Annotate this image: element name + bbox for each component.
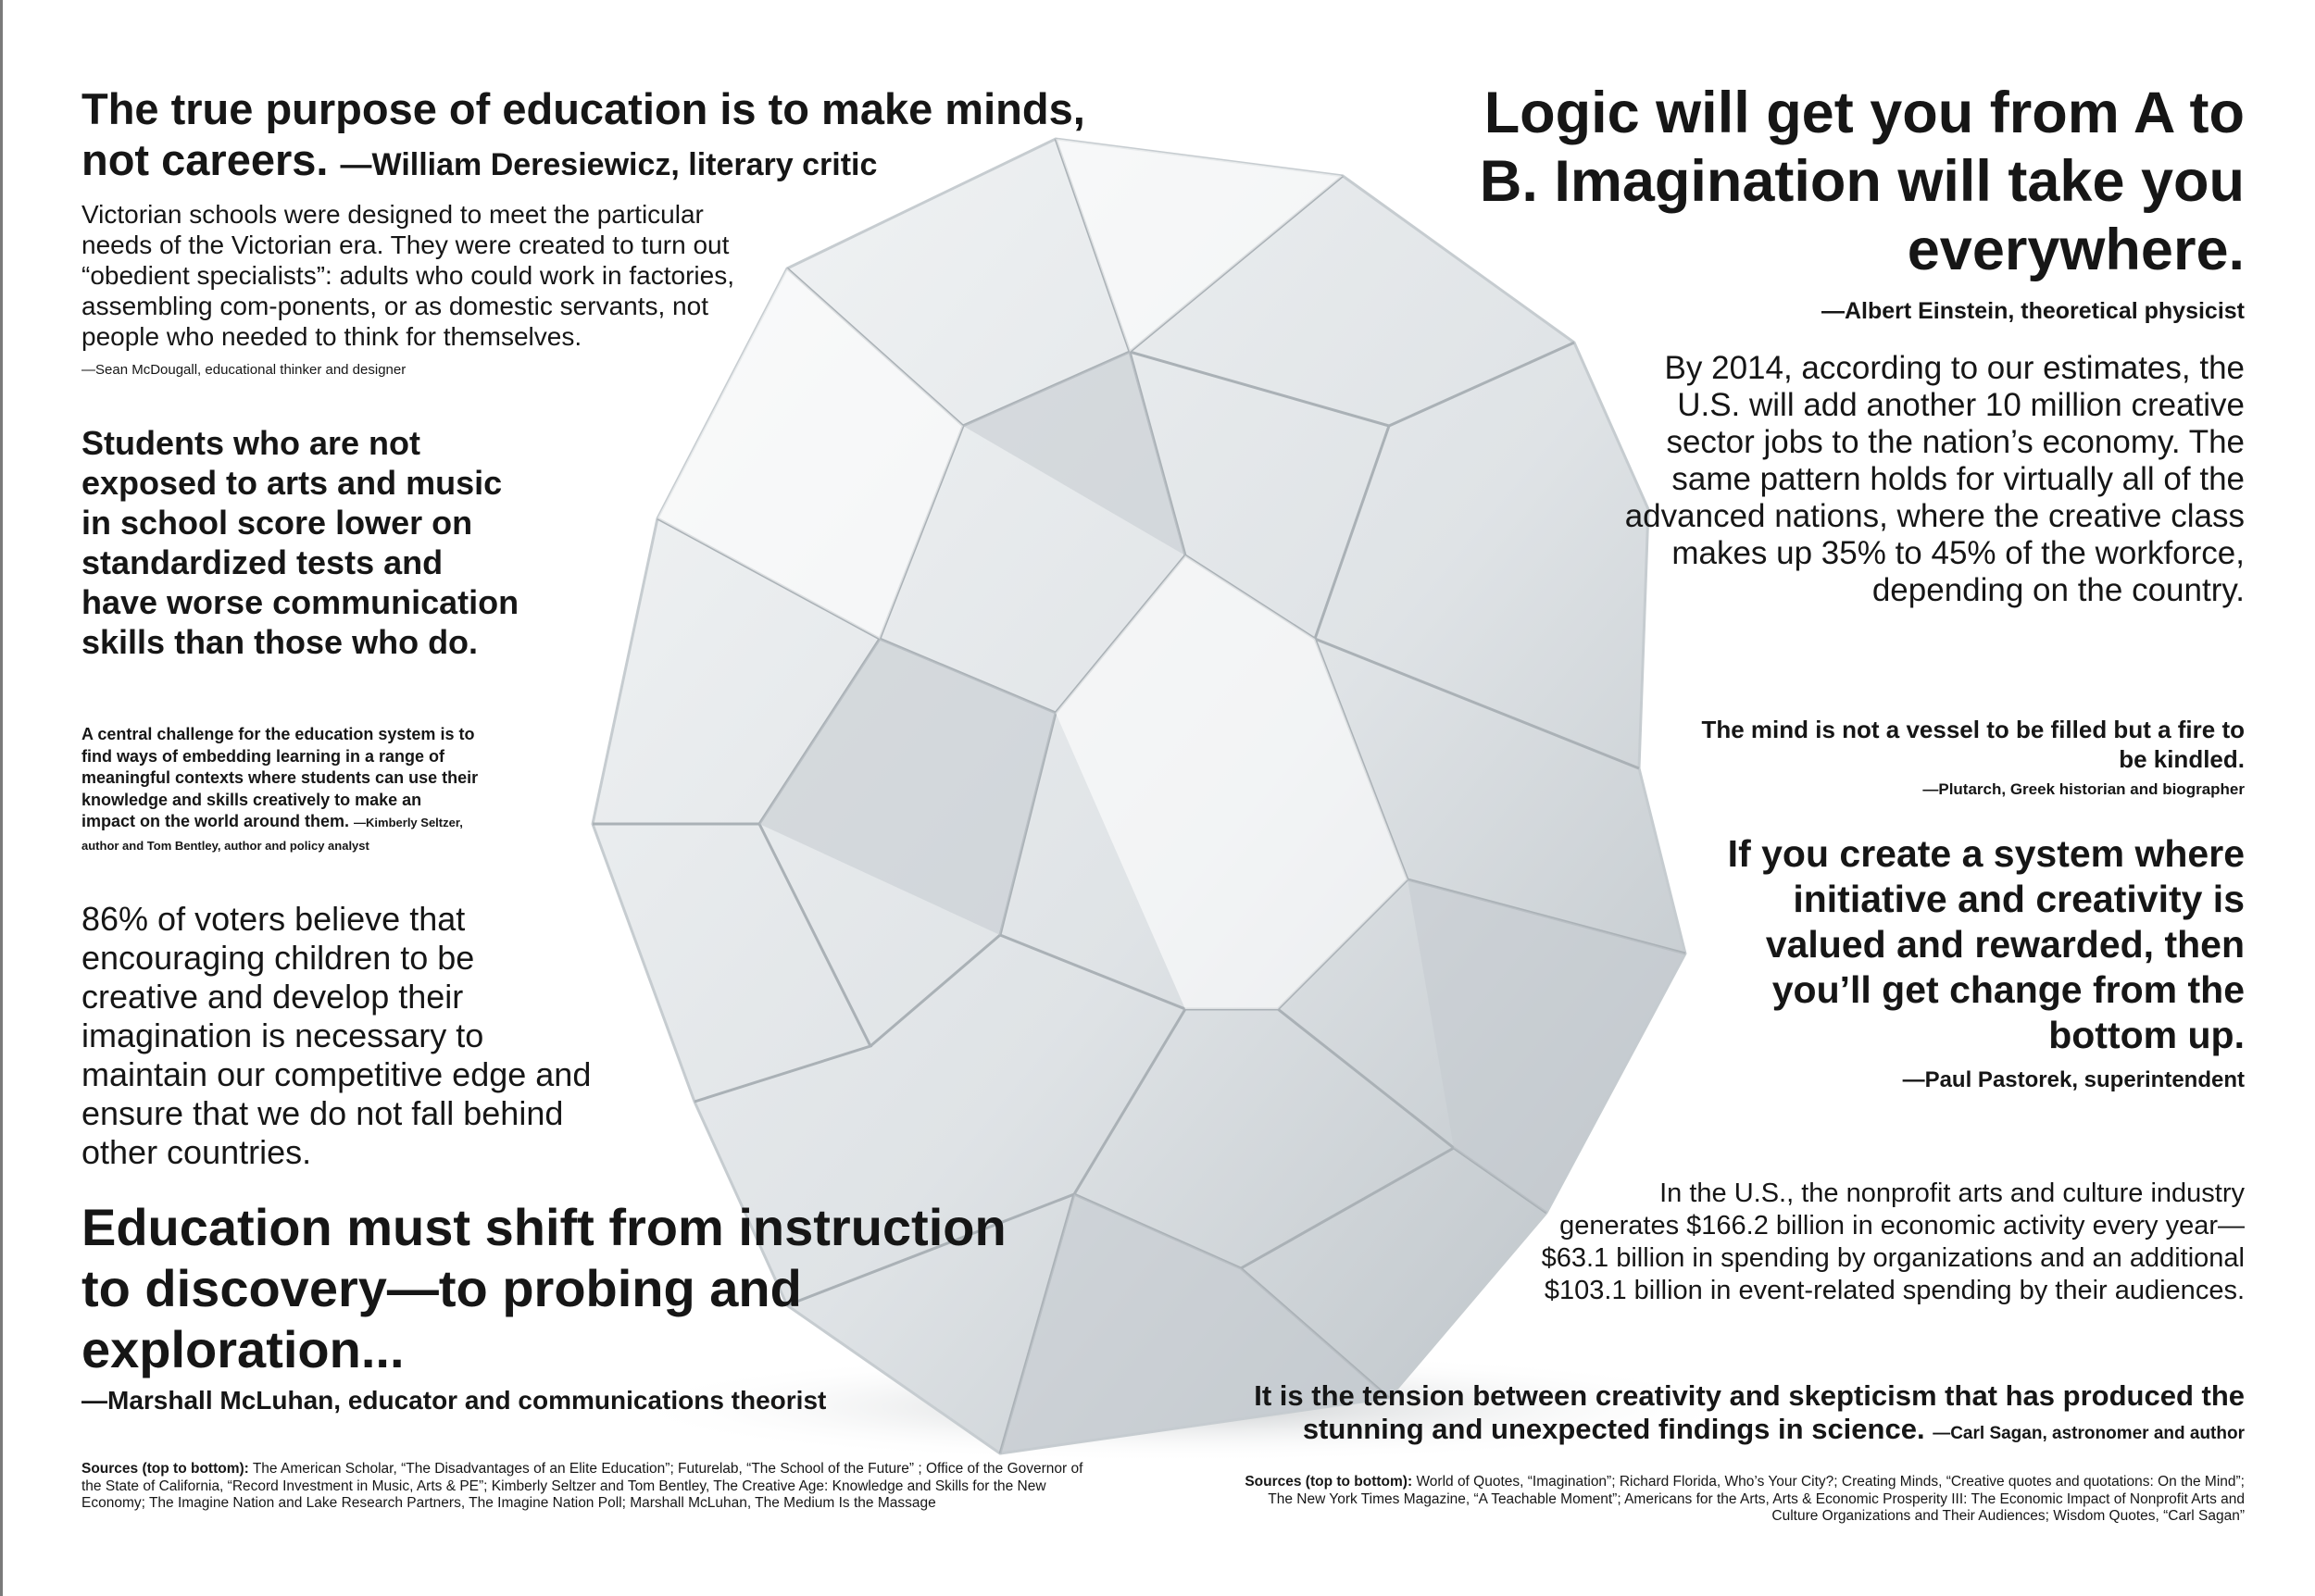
sources-label: Sources (top to bottom): (1245, 1474, 1413, 1490)
paragraph-arts-economy: In the U.S., the nonprofit arts and culture industry generates $166.2 billion in economic activity every year—$63.1 billion in spending by organizations and an additional $103.1 billion in event-related spending by their audiences. (1541, 1178, 2245, 1305)
paragraph-text: A central challenge for the education system is to find ways of embedding learning in a range of meaningful contexts where students can use their knowledge and skills creatively to make an impact on the world around them. (81, 725, 479, 830)
quote-pastorek (1689, 831, 2245, 1095)
paragraph-central-challenge (81, 724, 480, 856)
quote-attribution: —Marshall McLuhan, educator and communications theorist (81, 1386, 827, 1415)
sources-text: The American Scholar, “The Disadvantages of an Elite Education”; Futurelab, “The School of the Future” ; Office of the Governor of the State of California, “Record Investment in Music, Arts & PE”; Kimberly Seltzer and Tom Bentley, The Creative Age: Knowledge and Skills for the New Economy; The Imagine Nation and Lake Research Partners, The Imagine Nation Poll; Marshall McLuhan, The Medium Is the Massage (81, 1461, 1083, 1511)
sources-text: World of Quotes, “Imagination”; Richard Florida, Who’s Your City?; Creating Minds, “Creative quotes and quotations: On the Mind”; The New York Times Magazine, “A Teachable Moment”; Americans for the Arts, Arts & Economic Prosperity III: The Economic Impact of Nonprofit Arts and Culture Organizations and Their Audiences; Wisdom Quotes, “Carl Sagan” (1268, 1474, 2245, 1524)
quote-mcluhan (81, 1197, 1007, 1417)
sources-label: Sources (top to bottom): (81, 1461, 249, 1477)
quote-text: Education must shift from instruction to discovery—to probing and exploration... (81, 1198, 1007, 1378)
quote-plutarch (1689, 715, 2245, 802)
paragraph-victorian-schools (81, 199, 748, 381)
quote-attribution: —Plutarch, Greek historian and biographer (1922, 780, 2245, 798)
statement-arts-and-music: Students who are not exposed to arts and music in school score lower on standardized tests and have worse communication skills than those who do. (81, 424, 519, 661)
paragraph-attribution: —Kimberly Seltzer, author and Tom Bentley, author and policy analyst (81, 816, 463, 853)
quote-einstein (1411, 79, 2245, 325)
quote-attribution: —Paul Pastorek, superintendent (1902, 1067, 2245, 1092)
quote-text: The mind is not a vessel to be filled but a fire to be kindled. (1701, 716, 2245, 773)
quote-sagan (1226, 1379, 2245, 1451)
paragraph-text: Victorian schools were designed to meet the particular needs of the Victorian era. They were created to turn out “obedient specialists”: adults who could work in factories, assembling com-ponents, or as domestic servants, not people who needed to think for themselves. (81, 200, 735, 351)
quote-text: The true purpose of education is to make minds, not careers. (81, 84, 1085, 184)
paragraph-creative-jobs: By 2014, according to our estimates, the U.S. will add another 10 million creative sector jobs to the nation’s economy. The same pattern holds for virtually all of the advanced nations, where the creative class makes up 35% to 45% of the workforce, depending on the country. (1624, 350, 2245, 608)
quote-deresiewicz (81, 83, 1100, 191)
quote-attribution: —Albert Einstein, theoretical physicist (1821, 298, 2245, 324)
quote-text: Logic will get you from A to B. Imagination will take you everywhere. (1479, 81, 2245, 282)
quote-attribution: —William Deresiewicz, literary critic (340, 147, 878, 182)
sources-left (81, 1461, 1100, 1513)
quote-attribution: —Carl Sagan, astronomer and author (1933, 1424, 2245, 1443)
quote-text: It is the tension between creativity and skepticism that has produced the stunning and unexpected findings in science. (1254, 1379, 2245, 1445)
page-edge-line (0, 0, 3, 1596)
sources-right (1226, 1474, 2245, 1526)
quote-text: If you create a system where initiative and creativity is valued and rewarded, then you’ll get change from the bottom up. (1727, 832, 2245, 1056)
paragraph-attribution: —Sean McDougall, educational thinker and designer (81, 362, 407, 378)
paragraph-voters-statistic: 86% of voters believe that encouraging children to be creative and develop their imagination is necessary to maintain our competitive edge and ensure that we do not fall behind other countries. (81, 900, 592, 1171)
